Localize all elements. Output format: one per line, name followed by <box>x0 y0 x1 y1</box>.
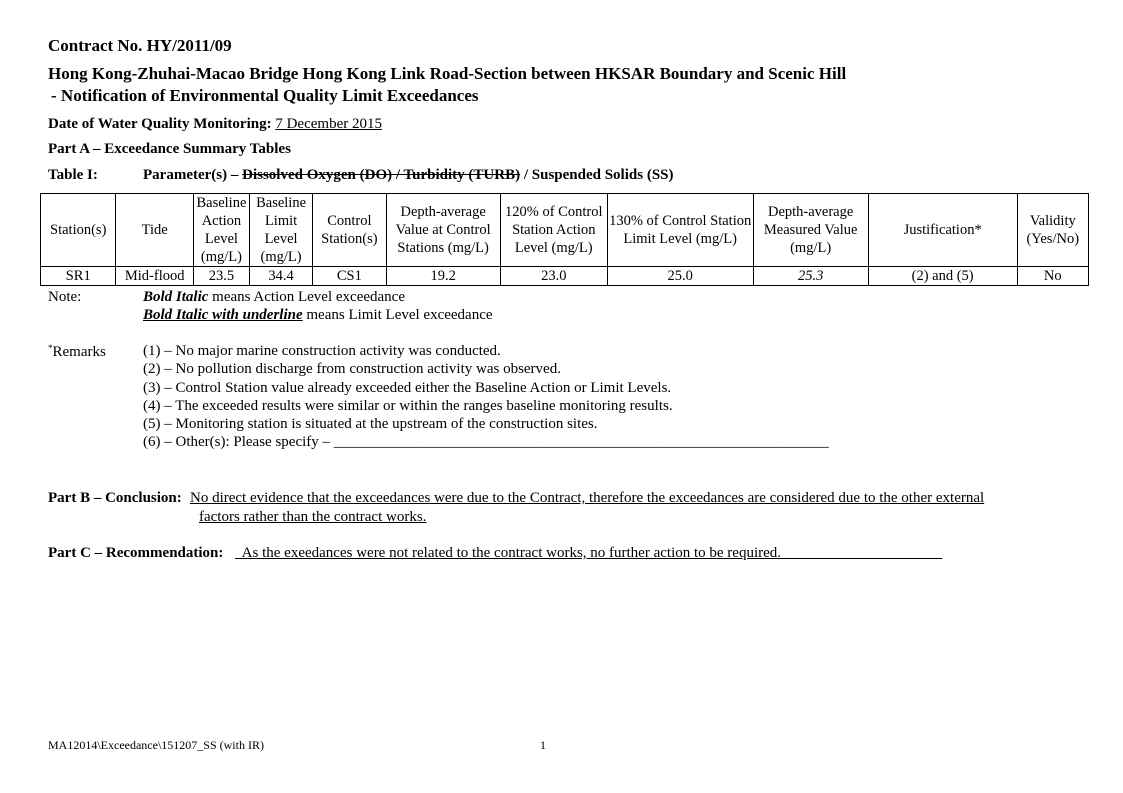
note-bold-italic-sample: Bold Italic <box>143 289 209 305</box>
monitoring-date-line <box>48 116 382 133</box>
column-header: Station(s) <box>41 194 116 267</box>
parameter-line <box>143 167 674 184</box>
table-label: Table I: <box>48 167 98 183</box>
note-label: Note: <box>48 289 82 305</box>
remarks-marker: * <box>48 343 53 353</box>
remark-item: (4) – The exceeded results were similar or within the ranges baseline monitoring results. <box>143 398 673 414</box>
justification-cell: (2) and (5) <box>868 267 1017 286</box>
station-cell: SR1 <box>41 267 116 286</box>
control-station-cell: CS1 <box>313 267 386 286</box>
part-c-recommendation: As the exeedances were not related to the contract works, no further action to be required. <box>235 545 943 561</box>
part-c-label: Part C – Recommendation: <box>48 545 224 561</box>
tide-cell: Mid-flood <box>116 267 193 286</box>
column-header: Baseline Action Level (mg/L) <box>193 194 249 267</box>
baseline-action-cell: 23.5 <box>193 267 249 286</box>
part-b-label: Part B – Conclusion: <box>48 490 182 506</box>
footer-file-path: MA12014\Exceedance\151207_SS (with IR) <box>48 738 264 752</box>
page-number: 1 <box>540 738 546 752</box>
column-header: Control Station(s) <box>313 194 386 267</box>
table-row <box>41 267 1089 286</box>
column-header: Validity (Yes/No) <box>1017 194 1088 267</box>
note-action-level <box>143 289 405 306</box>
column-header: 120% of Control Station Action Level (mg/L) <box>500 194 607 267</box>
control-action-120-cell: 23.0 <box>500 267 607 286</box>
part-a-heading: Part A – Exceedance Summary Tables <box>48 141 291 157</box>
remarks-label: *Remarks <box>48 343 106 360</box>
note-bold-italic-underline-sample: Bold Italic with underline <box>143 307 303 323</box>
monitoring-date-value: 7 December 2015 <box>275 116 382 132</box>
control-value-cell: 19.2 <box>386 267 500 286</box>
remark-item: (3) – Control Station value already exceeded either the Baseline Action or Limit Levels. <box>143 380 672 396</box>
column-header: 130% of Control Station Limit Level (mg/L) <box>607 194 753 267</box>
column-header: Baseline Limit Level (mg/L) <box>249 194 312 267</box>
note-action-text: means Action Level exceedance <box>208 289 405 305</box>
note-limit-text: means Limit Level exceedance <box>302 307 493 323</box>
column-header: Tide <box>116 194 193 267</box>
part-b-conclusion-line2: factors rather than the contract works. <box>199 509 427 525</box>
column-header: Depth-average Value at Control Stations (mg/L) <box>386 194 500 267</box>
control-limit-130-cell: 25.0 <box>607 267 753 286</box>
column-header: Depth-average Measured Value (mg/L) <box>753 194 868 267</box>
measured-value-cell: 25.3 <box>753 267 868 286</box>
parameter-active: / Suspended Solids (SS) <box>520 167 674 183</box>
note-limit-level <box>143 307 493 324</box>
baseline-limit-cell: 34.4 <box>249 267 312 286</box>
validity-cell: No <box>1017 267 1088 286</box>
parameter-struck: Dissolved Oxygen (DO) / Turbidity (TURB) <box>242 167 521 183</box>
monitoring-date-label: Date of Water Quality Monitoring: <box>48 116 272 132</box>
remark-item: (1) – No major marine construction activity was conducted. <box>143 343 501 359</box>
document-subtitle: - Notification of Environmental Quality Limit Exceedances <box>51 86 479 105</box>
exceedance-summary-table <box>40 193 1089 286</box>
part-b-conclusion-line1: No direct evidence that the exceedances were due to the Contract, therefore the exceedances are considered due to the other external <box>190 490 985 506</box>
document-title: Hong Kong-Zhuhai-Macao Bridge Hong Kong Link Road-Section between HKSAR Boundary and Scenic Hill <box>48 64 847 83</box>
column-header: Justification* <box>868 194 1017 267</box>
parameter-prefix: Parameter(s) – <box>143 167 243 183</box>
remark-item: (5) – Monitoring station is situated at the upstream of the construction sites. <box>143 416 598 432</box>
contract-number: Contract No. HY/2011/09 <box>48 36 232 55</box>
table-header-row <box>41 194 1089 267</box>
remark-item: (2) – No pollution discharge from construction activity was observed. <box>143 361 561 377</box>
remark-item: (6) – Other(s): Please specify – __________________________________________________________________ <box>143 434 829 450</box>
